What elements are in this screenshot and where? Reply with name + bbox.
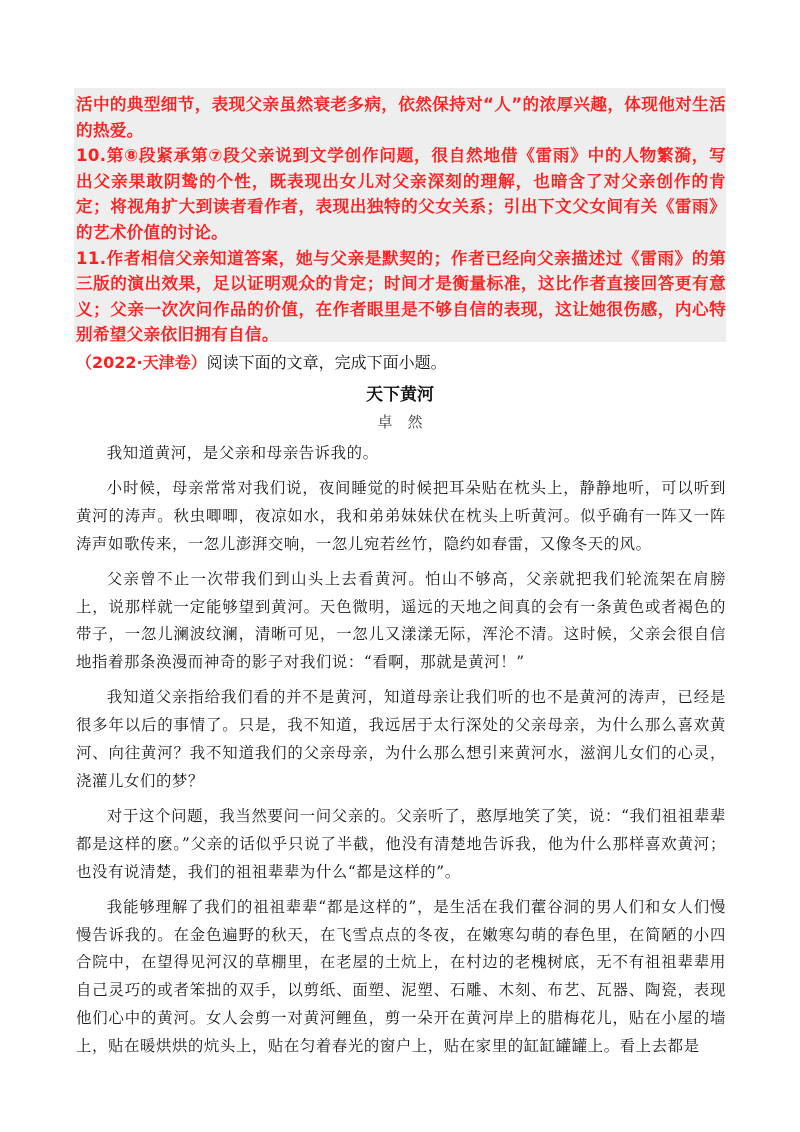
article-author: 卓 然 [377, 413, 423, 431]
paragraph: 小时候，母亲常常对我们说，夜间睡觉的时候把耳朵贴在枕头上，静静地听，可以听到黄河的涛声。秋虫唧唧，夜凉如水，我和弟弟妹妹伏在枕头上听黄河。似乎确有一阵又一阵涛声如歌传来，一忽儿澎湃交响，一忽儿宛若丝竹，隐约如春雷，又像冬天的风。 [76, 478, 726, 553]
source-tag: （2022·天津卷） [76, 353, 207, 372]
paragraph: 我能够理解了我们的祖祖辈辈“都是这样的”，是生活在我们藿谷洞的男人们和女人们慢慢告诉我的。在金色遍野的秋天，在飞雪点点的冬夜，在嫩寒勾萌的春色里，在简陋的小四合院中，在望得见河汉的草棚里，在老屋的土炕上，在村边的老槐树底，无不有祖祖辈辈用自己灵巧的或者笨拙的双手，以剪纸、面塑、泥塑、石雕、木刻、布艺、瓦器、陶瓷，表现他们心中的黄河。女人会剪一对黄河鲤鱼，剪一朵开在黄河岸上的腊梅花儿，贴在小屋的墙上，贴在暖烘烘的炕头上，贴在匀着春光的窗户上，贴在家里的缸缸罐罐上。看上去都是 [76, 897, 726, 1056]
paragraph: 我知道父亲指给我们看的并不是黄河，知道母亲让我们听的也不是黄河的涛声，已经是很多年以后的事情了。只是，我不知道，我远居于太行深处的父亲母亲，为什么那么喜欢黄河、向往黄河？我不知道我们的父亲母亲，为什么那么想引来黄河水，滋润儿女们的心灵，浇灌儿女们的梦？ [76, 688, 726, 790]
answer-9-tail: 活中的典型细节，表现父亲虽然衰老多病，依然保持对“人”的浓厚兴趣，体现他对生活的热爱。 [76, 95, 726, 140]
paragraph: 父亲曾不止一次带我们到山头上去看黄河。怕山不够高，父亲就把我们轮流架在肩膀上，说那样就一定能够望到黄河。天色微明，遥远的天地之间真的会有一条黄色或者褐色的带子，一忽儿澜波纹澜，清晰可见，一忽儿又漾漾无际，浑沦不清。这时候，父亲会很自信地指着那条涣漫而神奇的影子对我们说：“看啊，那就是黄河！” [76, 569, 726, 672]
paragraph: 对于这个问题，我当然要问一问父亲的。父亲听了，憨厚地笑了笑，说：“我们祖祖辈辈都是这样的麽。”父亲的话似乎只说了半截，他没有清楚地告诉我，他为什么那样喜欢黄河；也没有说清楚，我们的祖祖辈辈为什么“都是这样的”。 [76, 806, 726, 881]
article-title: 天下黄河 [366, 385, 434, 405]
article-body [76, 440, 726, 1068]
answer-section [76, 92, 726, 348]
paragraph: 我知道黄河，是父亲和母亲告诉我的。 [106, 444, 379, 462]
answer-10: 10.第⑧段紧承第⑦段父亲说到文学创作问题，很自然地借《雷雨》中的人物繁漪，写出父亲果敢阴鸷的个性，既表现出女儿对父亲深刻的理解，也暗含了对父亲创作的肯定；将视角扩大到读者看作者，表现出独特的父女关系；引出下文父女间有关《雷雨》的艺术价值的讨论。 [76, 146, 726, 242]
answer-11: 11.作者相信父亲知道答案，她与父亲是默契的；作者已经向父亲描述过《雷雨》的第三版的演出效果，足以证明观众的肯定；时间才是衡量标准，这比作者直接回答更有意义；父亲一次次问作品的价值，在作者眼里是不够自信的表现，这让她很伤感，内心特别希望父亲依旧拥有自信。 [76, 248, 726, 345]
instruction-text: 阅读下面的文章，完成下面小题。 [206, 353, 447, 372]
question-intro [76, 350, 726, 376]
